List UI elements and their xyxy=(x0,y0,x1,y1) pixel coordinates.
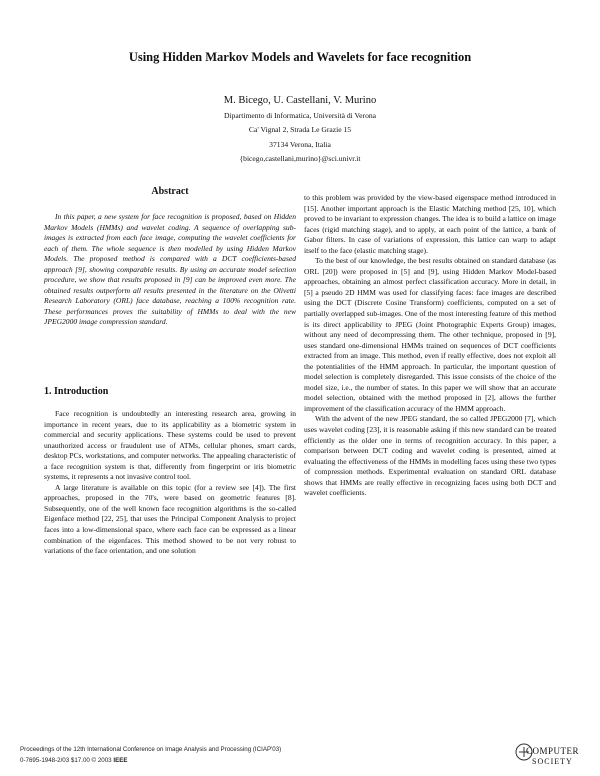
right-paragraph: to this problem was provided by the view-based eigenspace method introduced in [15]. Another important approach is the Elastic Matching method [25, 10], which proved to be invariant to expression changes. The idea is to build a lattice on image faces (rigid matching stage), and to apply, at each point of the lattice, a bank of Gabor filters. In case of variations of expression, this lattice can warp to adapt itself to the face (elastic matching stage). xyxy=(304,193,556,255)
paper-title: Using Hidden Markov Models and Wavelets for face recognition xyxy=(128,50,472,64)
abstract-heading: Abstract xyxy=(151,186,189,197)
right-paragraph: With the advent of the new JPEG standard, the so called JPEG2000 [7], which uses wavelet coding [23], it is reasonable asking if this new standard can be treated efficiently as the older one in terms of recognition accuracy. In this paper, a comparison between DCT coding and wavelet coding is presented, aimed at evaluating the effectiveness of the HMMs in modelling faces using these two types of compression methods. Experimental evaluation on standard ORL database shows that HMMs are really effective in recognizing faces using both DCT and wavelet coefficients. xyxy=(304,414,556,498)
affiliation-email: {bicego,castellani,murino}@sci.univr.it xyxy=(239,154,361,163)
affiliation-address: Ca' Vignal 2, Strada Le Grazie 15 xyxy=(248,125,352,134)
introduction-body xyxy=(44,409,296,557)
footer-proceedings: Proceedings of the 12th International Conference on Image Analysis and Processing (ICIAP'03) xyxy=(20,746,282,753)
authors: M. Bicego, U. Castellani, V. Murino xyxy=(223,95,377,106)
right-column-body xyxy=(304,193,556,499)
ieee-label: IEEE xyxy=(113,757,128,764)
footer-copyright xyxy=(20,757,127,764)
intro-paragraph: A large literature is available on this topic (for a review see [4]). The first approaches, proposed in the 70's, were based on geometric features [8]. Subsequently, one of the well known face recognition algorithms is the so-called Eigenface method [22, 25], that uses the Principal Component Analysis to project faces into a low-dimensional space, where each face can be expressed as a linear combination of the eigenfaces. This method showed to be not very robust to variations of the face orientation, and one solution xyxy=(44,482,296,556)
footer-price: 0-7695-1948-2/03 $17.00 © 2003 xyxy=(20,757,112,764)
computer-society-logo xyxy=(514,740,584,772)
logo-text-society: SOCIETY xyxy=(532,757,573,766)
intro-paragraph: Face recognition is undoubtedly an interesting research area, growing in importance in recent years, due to its applicability as a biometric system in commercial and security applications. These systems could be used to prevent unauthorized access or fraudulent use of ATMs, cellular phones, smart cards, desktop PCs, workstations, and computer networks. The appealing characteristic of a face recognition system is that, differently from fingerprint or iris biometric systems, it represents a not invasive control tool. xyxy=(44,409,296,482)
right-paragraph: To the best of our knowledge, the best results obtained on standard database (as ORL [20]) were proposed in [5] and [9], using Hidden Markov Model-based approaches, obtaining an almost perfect classification accuracy. More in detail, in [5] a pseudo 2D HMM was used for classifying faces: face images are described using the DCT (Discrete Cosine Transform) coefficients, computed on a set of partially overlapped sub-images. One of the most interesting feature of this method is its direct applicability to JPEG (Joint Photographic Experts Group) images, without any need of decompressing them. The other technique, proposed in [9], uses standard one-dimensional HMMs trained on sequences of DCT coefficients extracted from an image. This method, even if really effective, does not exploit all the potentialities of the HMM approach. In particular, the important question of model selection is completely disregarded. This issue consists of the choice of the model size, i.e., the number of states. In this paper we will show that an accurate model selection, obtained with the method proposed in [2], allows the further improvement of the classification accuracy of the HMM approach. xyxy=(304,256,556,413)
affiliation-city: 37134 Verona, Italia xyxy=(269,140,331,149)
affiliation-dept: Dipartimento di Informatica, Università di Verona xyxy=(223,111,377,120)
abstract-text: In this paper, a new system for face recognition is proposed, based on Hidden Markov Models (HMMs) and wavelet coding. A sequence of overlapping sub-images is extracted from each face image, computing the wavelet coefficients for each of them. The whole sequence is then modelled by using Hidden Markov Models. The proposed method is compared with a DCT coefficients-based approach [9], showing comparable results. By using an accurate model selection procedure, we show that results proposed in [9] can be improved even more. The obtained results outperform all results presented in the literature on the Olivetti Research Laboratory (ORL) face database, reaching a 100% recognition rate. These performances proves the suitability of HMMs to deal with the new JPEG2000 image compression standard. xyxy=(44,212,296,327)
section-heading-introduction: 1. Introduction xyxy=(44,386,109,397)
logo-text-computer: COMPUTER xyxy=(526,746,580,756)
abstract-body xyxy=(44,212,296,328)
